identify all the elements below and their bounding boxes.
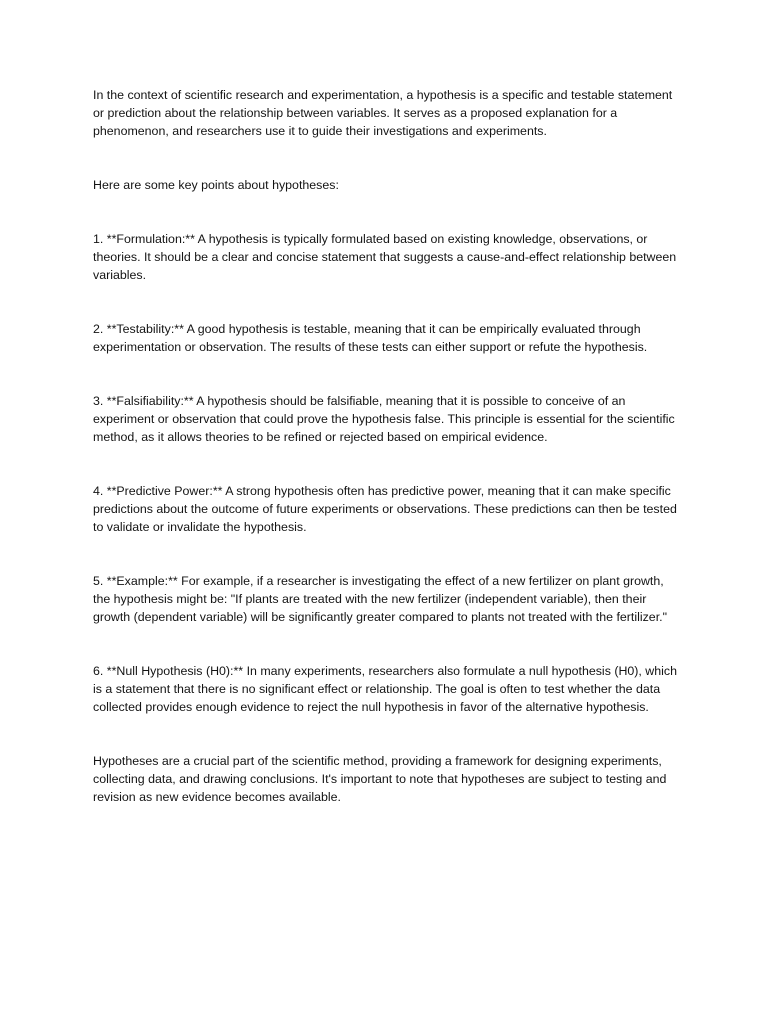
- point-predictive-power: 4. **Predictive Power:** A strong hypothesis often has predictive power, meaning that it can make specific predictions about the outcome of future experiments or observations. These predictions can then be tested to validate or invalidate the hypothesis.: [93, 484, 677, 534]
- point-example: 5. **Example:** For example, if a researcher is investigating the effect of a new fertilizer on plant growth, the hypothesis might be: "If plants are treated with the new fertilizer (independent variable), then their growth (dependent variable) will be significantly greater compared to plants not treated with the fertilizer.": [93, 574, 667, 624]
- point-null-hypothesis: 6. **Null Hypothesis (H0):** In many experiments, researchers also formulate a null hypothesis (H0), which is a statement that there is no significant effect or relationship. The goal is often to test whether the data collected provides enough evidence to reject the null hypothesis in favor of the alternative hypothesis.: [93, 664, 677, 714]
- point-falsifiability: 3. **Falsifiability:** A hypothesis should be falsifiable, meaning that it is possible to conceive of an experiment or observation that could prove the hypothesis false. This principle is essential for the scientific method, as it allows theories to be refined or rejected based on empirical evidence.: [93, 394, 675, 444]
- key-points-heading: Here are some key points about hypotheses:: [93, 178, 339, 192]
- point-testability: 2. **Testability:** A good hypothesis is testable, meaning that it can be empirically evaluated through experimentation or observation. The results of these tests can either support or refute the hypothesis.: [93, 322, 648, 354]
- document-body: [93, 86, 683, 842]
- conclusion-paragraph: Hypotheses are a crucial part of the scientific method, providing a framework for designing experiments, collecting data, and drawing conclusions. It's important to note that hypotheses are subject to testing and revision as new evidence becomes available.: [93, 754, 667, 804]
- point-formulation: 1. **Formulation:** A hypothesis is typically formulated based on existing knowledge, observations, or theories. It should be a clear and concise statement that suggests a cause-and-effect relationship between variables.: [93, 232, 677, 282]
- intro-paragraph: In the context of scientific research and experimentation, a hypothesis is a specific and testable statement or prediction about the relationship between variables. It serves as a proposed explanation for a phenomenon, and researchers use it to guide their investigations and experiments.: [93, 88, 673, 138]
